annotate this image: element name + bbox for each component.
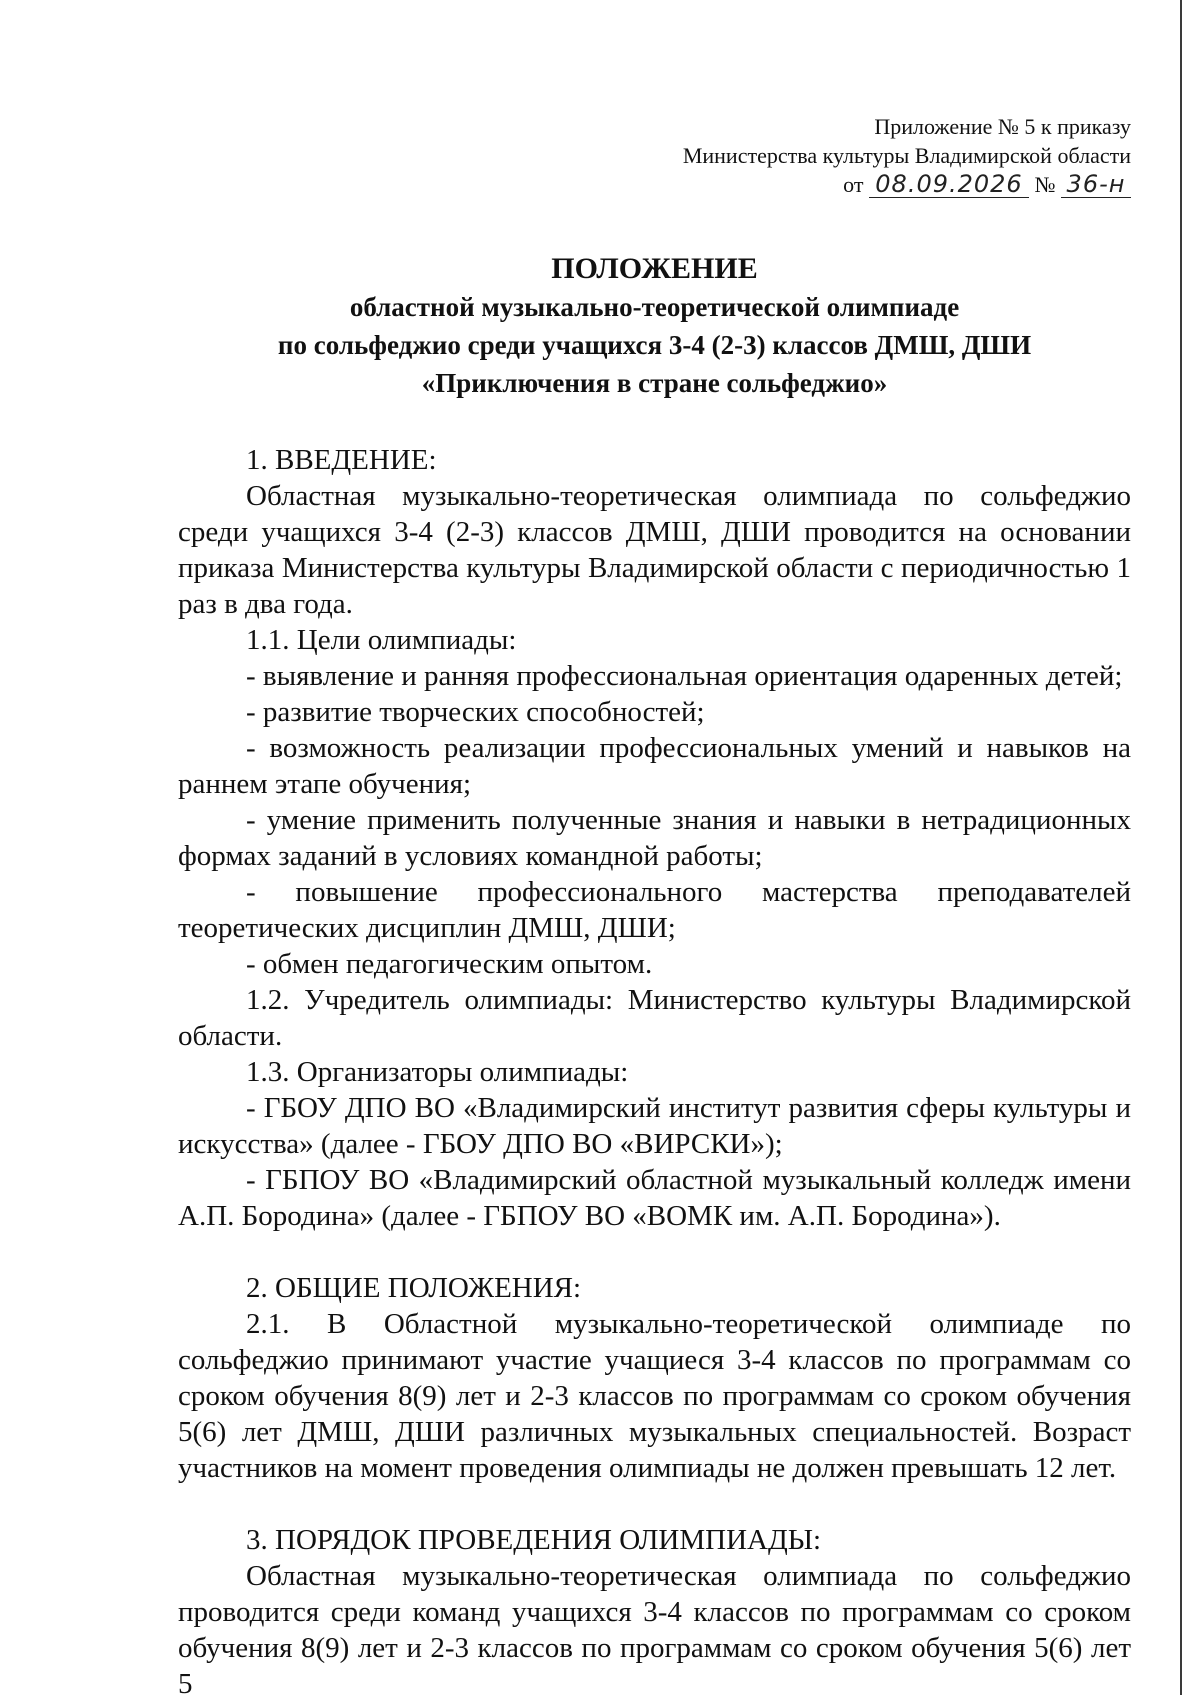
founder-paragraph: 1.2. Учредитель олимпиады: Министерство культуры Владимирской области. [178, 984, 1131, 1052]
section-gap [178, 1234, 1131, 1270]
document-body [178, 442, 1131, 1702]
goal-3: - возможность реализации профессиональных умений и навыков на раннем этапе обучения; [178, 732, 1131, 800]
goal-4: - умение применить полученные знания и навыки в нетрадиционных формах заданий в условиях командной работы; [178, 804, 1131, 872]
section-1-intro: Областная музыкально-теоретическая олимпиада по сольфеджио среди учащихся 3-4 (2-3) классов ДМШ, ДШИ проводится на основании приказа Министерства культуры Владимирской области с периодичностью 1 раз в два года. [178, 480, 1131, 620]
order-date-row [571, 170, 1131, 199]
appendix-header [571, 112, 1131, 199]
section-3-paragraph: Областная музыкально-теоретическая олимпиада по сольфеджио проводится среди команд учащихся 3-4 классов по программам со сроком обучения 8(9) лет и 2-3 классов по программам со сроком обучения 5(6) лет 5 [178, 1560, 1131, 1700]
organizer-2: - ГБПОУ ВО «Владимирский областной музыкальный колледж имени А.П. Бородина» (далее - ГБПОУ ВО «ВОМК им. А.П. Бородина»). [178, 1164, 1131, 1232]
section-3-heading: 3. ПОРЯДОК ПРОВЕДЕНИЯ ОЛИМПИАДЫ: [246, 1524, 822, 1556]
organizer-1: - ГБОУ ДПО ВО «Владимирский институт развития сферы культуры и искусства» (далее - ГБОУ ДПО ВО «ВИРСКИ»); [178, 1092, 1131, 1160]
section-1-heading: 1. ВВЕДЕНИЕ: [246, 444, 437, 476]
handwritten-date: 08.09.2026 [869, 171, 1029, 198]
from-label: от [843, 172, 864, 197]
goals-label: 1.1. Цели олимпиады: [246, 624, 517, 656]
goal-2: - развитие творческих способностей; [246, 696, 705, 728]
title-main: ПОЛОЖЕНИЕ [551, 252, 758, 285]
handwritten-number: 36-н [1061, 171, 1131, 198]
organizers-label: 1.3. Организаторы олимпиады: [246, 1056, 629, 1088]
number-label: № [1034, 172, 1056, 197]
title-line-4: «Приключения в стране сольфеджио» [421, 368, 888, 398]
title-line-2: областной музыкально-теоретической олимпиаде [349, 292, 960, 322]
section-2-heading: 2. ОБЩИЕ ПОЛОЖЕНИЯ: [246, 1272, 582, 1304]
goal-6: - обмен педагогическим опытом. [246, 948, 653, 980]
goal-1: - выявление и ранняя профессиональная ориентация одаренных детей; [246, 660, 1123, 692]
section-gap [178, 1486, 1131, 1522]
scan-edge-line [1180, 0, 1182, 1695]
document-title [178, 250, 1131, 402]
title-line-3: по сольфеджио среди учащихся 3-4 (2-3) классов ДМШ, ДШИ [277, 330, 1032, 360]
appendix-line: Приложение № 5 к приказу [874, 114, 1131, 139]
section-2-paragraph: 2.1. В Областной музыкально-теоретической олимпиаде по сольфеджио принимают участие учащиеся 3-4 классов по программам со сроком обучения 8(9) лет и 2-3 классов по программам со сроком обучения 5(6) лет ДМШ, ДШИ различных музыкальных специальностей. Возраст участников на момент проведения олимпиады не должен превышать 12 лет. [178, 1308, 1131, 1484]
ministry-line: Министерства культуры Владимирской области [682, 143, 1131, 168]
goal-5: - повышение профессионального мастерства преподавателей теоретических дисциплин ДМШ, ДШИ; [178, 876, 1131, 944]
